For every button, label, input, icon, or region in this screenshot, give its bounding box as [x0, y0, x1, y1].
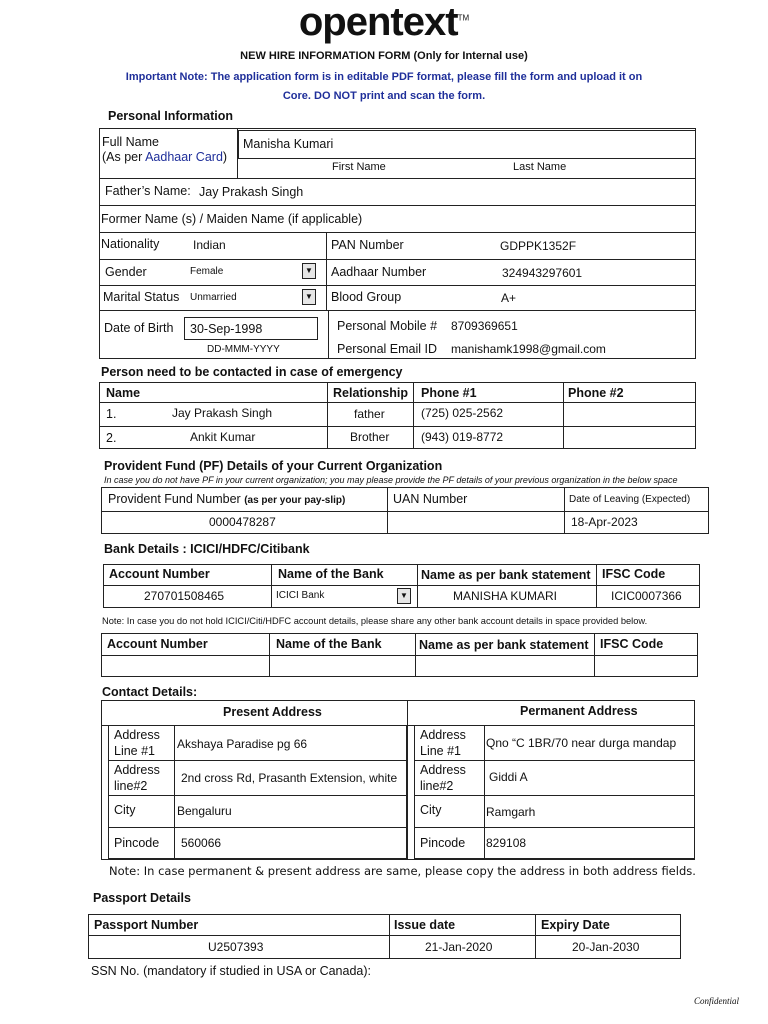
opentext-logo: opentext™: [298, 0, 470, 44]
nationality-field[interactable]: Indian: [193, 238, 226, 252]
personal-info-heading: Personal Information: [108, 109, 234, 123]
form-title: NEW HIRE INFORMATION FORM (Only for Internal use): [240, 50, 528, 62]
contact-heading: Contact Details:: [102, 685, 198, 699]
pan-field[interactable]: GDPPK1352F: [500, 239, 577, 253]
leaving-date-field[interactable]: 18-Apr-2023: [571, 515, 638, 529]
confidential-footer: Confidential: [694, 996, 739, 1006]
bank-account-field[interactable]: 270701508465: [144, 589, 225, 603]
emergency-row-relationship[interactable]: Brother: [350, 430, 390, 444]
permanent-city-field[interactable]: Ramgarh: [486, 805, 536, 819]
present-line1-field[interactable]: Akshaya Paradise pg 66: [177, 737, 308, 751]
emergency-row-phone1[interactable]: (725) 025-2562: [421, 406, 504, 420]
blood-group-label: Blood Group: [331, 290, 402, 304]
alt-bank-header-ifsc: IFSC Code: [600, 637, 664, 651]
alt-bank-header-account: Account Number: [107, 637, 208, 651]
bank-header-statement-name: Name as per bank statement: [421, 568, 591, 582]
alt-ifsc-field[interactable]: [595, 656, 697, 676]
permanent-line1-field[interactable]: Qno “C 1BR/70 near durga mandap: [486, 736, 677, 750]
mobile-label: Personal Mobile #: [337, 319, 438, 333]
permanent-line1-label: Address Line #1: [420, 728, 466, 758]
emergency-row-index: 2.: [106, 431, 117, 445]
important-note: Important Note: The application form is in editable PDF format, please fill the form and upload it on Core. DO NOT print and scan the form.: [125, 71, 643, 102]
passport-heading: Passport Details: [93, 891, 191, 905]
pf-note: In case you do not have PF in your current organization; you may please provide the PF details of your previous organization in the below space: [104, 475, 678, 485]
ifsc-field[interactable]: ICIC0007366: [611, 589, 682, 603]
father-name-field[interactable]: Jay Prakash Singh: [199, 185, 304, 199]
permanent-line2-label: Address line#2: [420, 763, 466, 793]
first-name-caption: First Name: [332, 161, 386, 173]
permanent-pincode-label: Pincode: [420, 836, 466, 850]
passport-number-field[interactable]: U2507393: [208, 940, 264, 954]
present-city-label: City: [114, 803, 136, 817]
present-address-title: Present Address: [223, 705, 322, 719]
passport-header-issue: Issue date: [394, 918, 456, 932]
address-note: Note: In case permanent & present address are same, please copy the address in both address fields.: [109, 864, 696, 878]
leaving-date-label: Date of Leaving (Expected): [569, 494, 691, 505]
gender-dropdown-icon[interactable]: ▼: [302, 263, 316, 279]
statement-name-field[interactable]: MANISHA KUMARI: [453, 589, 558, 603]
pf-number-field[interactable]: 0000478287: [209, 515, 276, 529]
full-name-label: Full Name: [102, 135, 159, 149]
bank-header-account: Account Number: [109, 567, 210, 581]
aadhaar-label: Aadhaar Number: [331, 265, 427, 279]
passport-header-expiry: Expiry Date: [541, 918, 610, 932]
alt-bank-account-field[interactable]: [102, 656, 268, 676]
present-pincode-field[interactable]: 560066: [181, 836, 222, 850]
last-name-caption: Last Name: [513, 161, 567, 173]
passport-issue-field[interactable]: 21-Jan-2020: [425, 940, 493, 954]
present-pincode-label: Pincode: [114, 836, 160, 850]
pf-heading: Provident Fund (PF) Details of your Current Organization: [104, 459, 443, 473]
present-line1-label: Address Line #1: [114, 728, 160, 758]
ssn-label: SSN No. (mandatory if studied in USA or Canada):: [91, 964, 371, 978]
dob-format-hint: DD-MMM-YYYY: [207, 344, 280, 355]
emergency-heading: Person need to be contacted in case of emergency: [101, 365, 403, 379]
pf-number-label: Provident Fund Number (as per your pay-slip): [108, 492, 346, 506]
passport-expiry-field[interactable]: 20-Jan-2030: [572, 940, 640, 954]
emergency-header-name: Name: [106, 386, 141, 400]
emergency-header-phone2: Phone #2: [568, 386, 624, 400]
permanent-line2-field[interactable]: Giddi A: [489, 770, 528, 784]
bank-header-ifsc: IFSC Code: [602, 567, 666, 581]
email-label: Personal Email ID: [337, 342, 438, 356]
marital-status-label: Marital Status: [103, 290, 180, 304]
gender-label: Gender: [105, 265, 147, 279]
bank-note: Note: In case you do not hold ICICI/Citi/HDFC account details, please share any other bank account details in space provided below.: [102, 616, 648, 626]
blood-group-field[interactable]: A+: [501, 291, 517, 305]
marital-dropdown-icon[interactable]: ▼: [302, 289, 316, 305]
emergency-header-relationship: Relationship: [333, 386, 409, 400]
passport-header-number: Passport Number: [94, 918, 199, 932]
permanent-address-title: Permanent Address: [520, 704, 638, 718]
marital-status-select[interactable]: Unmarried: [190, 292, 237, 303]
permanent-city-label: City: [420, 803, 442, 817]
bank-header-bank-name: Name of the Bank: [278, 567, 384, 581]
alt-bank-name-field[interactable]: [270, 656, 414, 676]
mobile-field[interactable]: 8709369651: [451, 319, 518, 333]
aadhaar-field[interactable]: 324943297601: [502, 266, 583, 280]
bank-dropdown-icon[interactable]: ▼: [397, 588, 411, 604]
present-city-field[interactable]: Bengaluru: [177, 804, 232, 818]
pan-label: PAN Number: [331, 238, 404, 252]
emergency-row-relationship[interactable]: father: [354, 407, 385, 421]
bank-name-select[interactable]: ICICI Bank: [276, 590, 325, 601]
dob-label: Date of Birth: [104, 321, 174, 335]
emergency-row-name[interactable]: Ankit Kumar: [190, 430, 256, 444]
full-name-value: Manisha Kumari: [243, 137, 334, 151]
dob-value: 30-Sep-1998: [190, 322, 263, 336]
email-field[interactable]: manishamk1998@gmail.com: [451, 342, 606, 356]
alt-bank-header-bank-name: Name of the Bank: [276, 637, 382, 651]
emergency-row-phone1[interactable]: (943) 019-8772: [421, 430, 504, 444]
alt-bank-header-statement-name: Name as per bank statement: [419, 638, 589, 652]
gender-select[interactable]: Female: [190, 266, 224, 277]
emergency-row-name[interactable]: Jay Prakash Singh: [172, 406, 273, 420]
emergency-header-phone1: Phone #1: [421, 386, 477, 400]
emergency-row-index: 1.: [106, 407, 117, 421]
present-line2-field[interactable]: 2nd cross Rd, Prasanth Extension, white: [181, 771, 398, 785]
as-per-label: (As per Aadhaar Card): [102, 150, 228, 164]
father-name-label: Father’s Name:: [105, 184, 191, 198]
bank-heading: Bank Details : ICICI/HDFC/Citibank: [104, 542, 310, 556]
alt-statement-name-field[interactable]: [416, 656, 593, 676]
nationality-label: Nationality: [101, 237, 160, 251]
permanent-pincode-field[interactable]: 829108: [486, 836, 527, 850]
uan-label: UAN Number: [393, 492, 468, 506]
present-line2-label: Address line#2: [114, 763, 160, 793]
former-name-label: Former Name (s) / Maiden Name (if applicable): [101, 212, 363, 226]
